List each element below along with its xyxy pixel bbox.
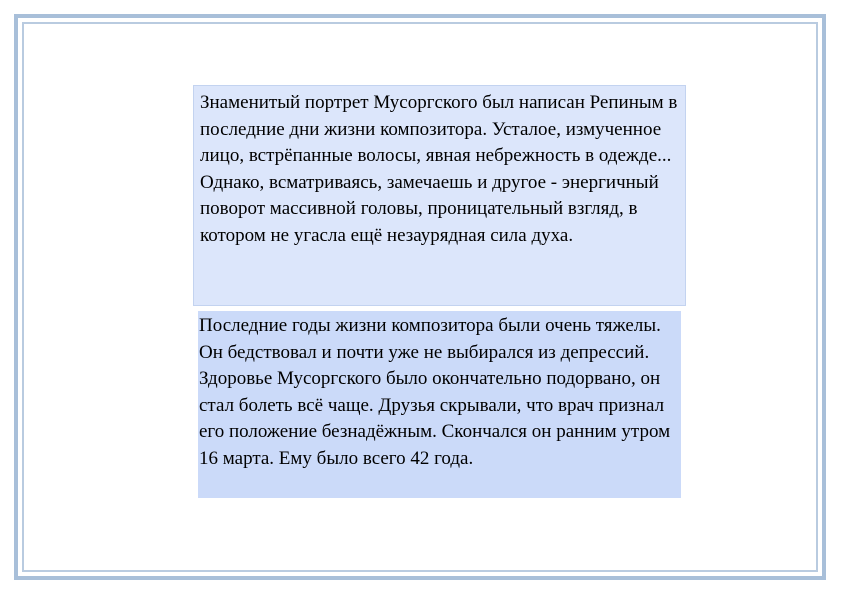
text-box-portrait: Знаменитый портрет Мусоргского был написан Репиным в последние дни жизни композитора. Усталое, измученное лицо, встрёпанные волосы, явная небрежность в одежде... Однако, всматриваясь, замечаешь и другое - энергичный поворот массивной головы, проницательный взгляд, в котором не угасла ещё незаурядная сила духа. bbox=[193, 85, 686, 306]
text-box-last-years: Последние годы жизни композитора были очень тяжелы. Он бедствовал и почти уже не выбирался из депрессий. Здоровье Мусоргского было окончательно подорвано, он стал болеть всё чаще. Друзья скрывали, что врач признал его положение безнадёжным. Скончался он ранним утром 16 марта. Ему было всего 42 года. bbox=[198, 311, 681, 498]
